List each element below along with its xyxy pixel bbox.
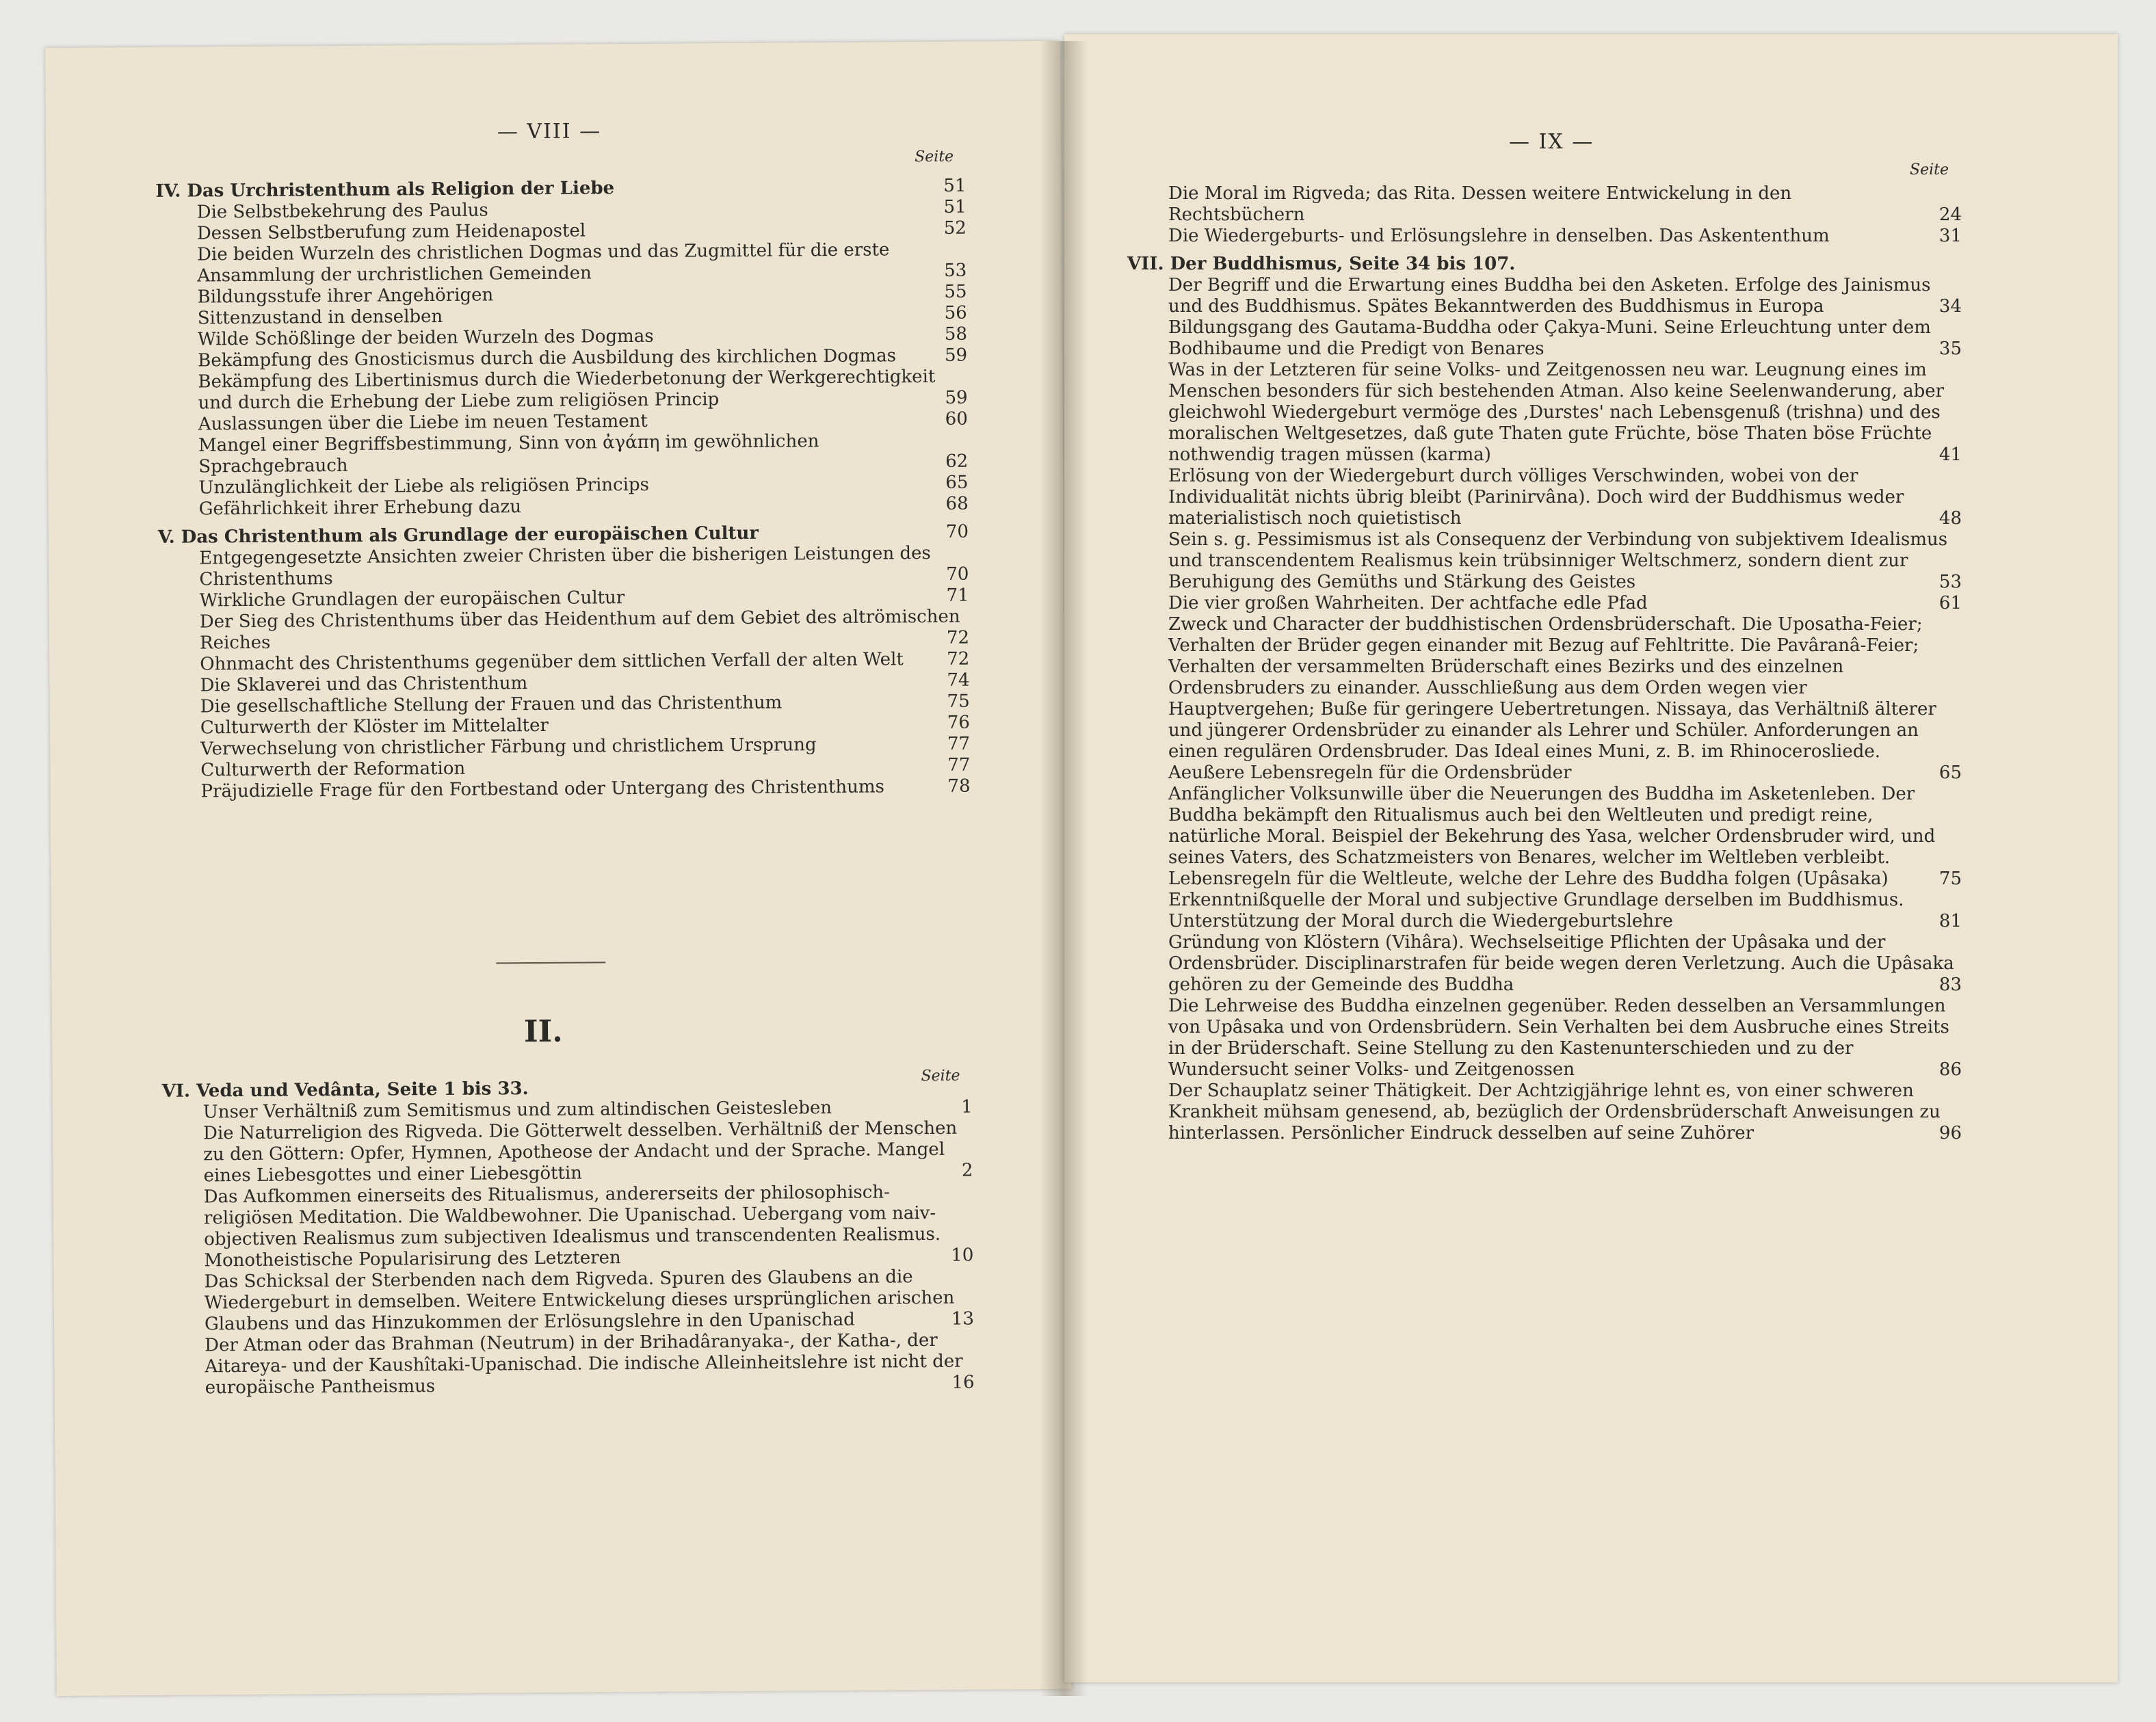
toc-entry-text: Das Schicksal der Sterbenden nach dem Rigveda. Spuren des Glaubens an die Wiedergeburt in demselben. Weitere Entwickelung dieses ursprünglichen arischen Glaubens und das Hinzukommen der Erlösungslehre in den Upanischad — [204, 1267, 955, 1335]
toc-entry-text: Sittenzustand in denselben — [197, 306, 443, 329]
toc-page-number: 2 — [961, 1160, 973, 1181]
toc-page-number: 24 — [1938, 204, 1962, 225]
page-number: — VIII — — [497, 119, 602, 144]
toc-page-number: 72 — [946, 627, 970, 648]
toc-page-number: 62 — [945, 451, 969, 472]
toc-entry-text: Zweck und Character der buddhistischen Ordensbrüderschaft. Die Uposatha-Feier; Verhalten der Brüder gegen einander mit Bezug auf Fehltritte. Die Pavâranâ-Feier; Verhalten der versammelten Brüderschaft eines Bezirks und des einzelnen Ordensbruders zu einander. Ausschließung aus dem Orden wegen vier Hauptvergehen; Buße für geringere Uebertretungen. Nissaya, das Verhältniß älterer und jüngerer Ordensbrüder zu einander als Lehrer und Schüler. Anforderungen an einen regulären Ordensbruder. Das Ideal eines Muni, z. B. im Rhinocerosliede. Aeußere Lebensregeln für die Ordensbrüder — [1168, 614, 1936, 783]
toc-entry-text: Wirkliche Grundlagen der europäischen Cultur — [199, 587, 625, 611]
toc-list — [1127, 183, 1962, 1144]
toc-page-number: 59 — [945, 387, 968, 408]
toc-page-number: 31 — [1938, 226, 1962, 246]
toc-entry-text: Die Wiedergeburts- und Erlösungslehre in denselben. Das Askententhum — [1168, 226, 1830, 246]
toc-entry-text: Präjudizielle Frage für den Fortbestand oder Untergang des Christenthums — [200, 776, 885, 802]
seite-label: Seite — [1910, 161, 1949, 178]
toc-entry-text: Die gesellschaftliche Stellung der Frauen und das Christenthum — [200, 692, 783, 717]
toc-entry-text: Der Atman oder das Brahman (Neutrum) in der Brihadâranyaka-, der Katha-, der Aitareya- und der Kaushîtaki-Upanischad. Die indische Alleinheitslehre ist nicht der europäische Pantheismus — [205, 1329, 963, 1399]
toc-entry — [1168, 593, 1962, 614]
seite-label: Seite — [915, 148, 954, 166]
toc-entry-text: Auslassungen über die Liebe im neuen Testament — [198, 410, 648, 435]
toc-entry-text: Anfänglicher Volksunwille über die Neuerungen des Buddha im Asketenleben. Der Buddha bekämpft den Ritualismus auch bei den Weltleuten und predigt reine, natürliche Moral. Beispiel der Bekehrung des Yasa, welcher Ordensbruder wird, und seines Vaters, des Schatzmeisters von Benares, welcher im Weltleben verbleibt. Lebensregeln für die Weltleute, welche der Lehre des Buddha folgen (Upâsaka) — [1168, 784, 1936, 889]
toc-entry-text: Der Sieg des Christenthums über das Heidenthum auf dem Gebiet des altrömischen Reiches — [199, 606, 960, 654]
toc-entry-text: Die Sklaverei und das Christenthum — [200, 673, 528, 696]
toc-entry-text: IV. Das Urchristenthum als Religion der Liebe — [155, 178, 615, 202]
toc-entry-text: Culturwerth der Reformation — [200, 758, 466, 781]
toc-entry — [1168, 784, 1962, 890]
toc-page-number: 65 — [945, 472, 969, 493]
toc-page-number: 10 — [951, 1245, 974, 1266]
toc-entry-text: Bekämpfung des Libertinismus durch die Wiederbetonung der Werkgerechtigkeit und durch die Erhebung der Liebe zum religiösen Princip — [198, 366, 936, 414]
toc-entry-text: V. Das Christenthum als Grundlage der europäischen Cultur — [157, 522, 759, 548]
toc-page-number: 53 — [1938, 572, 1962, 592]
toc-entry — [205, 1329, 975, 1399]
toc-entry-text: Ohnmacht des Christenthums gegenüber dem sittlichen Verfall der alten Welt — [200, 649, 904, 675]
toc-entry-text: Dessen Selbstberufung zum Heidenapostel — [196, 220, 586, 244]
toc-entry-text: Die Lehrweise des Buddha einzelnen gegenüber. Reden desselben an Versammlungen von Upâsaka und von Ordensbrüdern. Sein Verhalten bei dem Ausbruche eines Streits in der Brüderschaft. Seine Stellung zu den Kastenunterschieden und zu der Wundersucht seiner Volks- und Zeitgenossen — [1168, 996, 1949, 1080]
seite-label: Seite — [921, 1067, 960, 1085]
toc-page-number: 58 — [944, 323, 968, 345]
toc-page-number: 86 — [1938, 1059, 1962, 1080]
toc-page-number: 77 — [947, 733, 971, 754]
toc-page-number: 56 — [944, 302, 967, 323]
toc-entry-text: VI. Veda und Vedânta, Seite 1 bis 33. — [161, 1078, 529, 1102]
toc-entry-text: Gründung von Klöstern (Vihâra). Wechselseitige Pflichten der Upâsaka und der Ordensbrüder. Disciplinarstrafen für beide wegen deren Verletzung. Auch die Upâsaka gehören zu der Gemeinde des Buddha — [1168, 932, 1954, 995]
toc-entry-text: Was in der Letzteren für seine Volks- und Zeitgenossen neu war. Leugnung eines im Menschen besonders für sich bestehenden Atman. Also keine Seelenwanderung, aber gleichwohl Wiedergeburt vermöge des ‚Durstes' nach Lebensgenuß (trishna) und des moralischen Weltgesetzes, daß gute Thaten gute Früchte, böse Thaten böse Früchte nothwendig tragen müssen (karma) — [1168, 360, 1945, 465]
toc-entry-text: Sein s. g. Pessimismus ist als Consequenz der Verbindung von subjektivem Idealismus und transcendentem Realismus kein trübsinniger Weltschmerz, sondern dient zur Beruhigung des Gemüths und Stärkung des Geistes — [1168, 529, 1948, 592]
toc-page-number: 72 — [947, 648, 970, 670]
toc-entry — [1168, 614, 1962, 784]
divider-line — [496, 962, 605, 964]
toc-entry-text: Wilde Schößlinge der beiden Wurzeln des Dogmas — [197, 326, 654, 350]
book-gutter — [1040, 41, 1088, 1696]
toc-page-number: 81 — [1938, 911, 1962, 931]
toc-page-number: 75 — [947, 691, 970, 712]
toc-page-number: 70 — [945, 521, 969, 542]
toc-page-number: 77 — [947, 754, 971, 776]
toc-entry-text: Erkenntnißquelle der Moral und subjective Grundlage derselben im Buddhismus. Unterstützung der Moral durch die Wiedergeburtslehre — [1168, 890, 1904, 931]
toc-entry — [202, 1117, 973, 1187]
toc-entry-text: Der Schauplatz seiner Thätigkeit. Der Achtzigjährige lehnt es, von einer schweren Krankheit mühsam genesend, ab, bezüglich der Ordensbrüderschaft Anweisungen zu hinterlassen. Persönlicher Eindruck desselben auf seine Zuhörer — [1168, 1081, 1941, 1143]
toc-entry — [1168, 226, 1962, 247]
toc-entry-text: Die Naturreligion des Rigveda. Die Götterwelt desselben. Verhältniß der Menschen zu den Göttern: Opfer, Hymnen, Apotheose der Andacht und der Sprache. Mangel eines Liebesgottes und einer Liebesgöttin — [202, 1117, 958, 1187]
toc-entry-text: Culturwerth der Klöster im Mittelalter — [200, 715, 549, 739]
part-title: II. — [523, 1014, 563, 1050]
toc-page-number: 60 — [945, 408, 968, 429]
toc-entry-text: Die beiden Wurzeln des christlichen Dogmas und das Zugmittel für die erste Ansammlung der urchristlichen Gemeinden — [197, 239, 890, 287]
toc-entry — [203, 1182, 974, 1272]
toc-entry-text: VII. Der Buddhismus, Seite 34 bis 107. — [1127, 254, 1516, 274]
toc-page-number: 96 — [1938, 1123, 1962, 1143]
toc-list — [155, 169, 971, 803]
toc-entry-text: Bildungsstufe ihrer Angehörigen — [197, 284, 494, 308]
toc-entry — [199, 606, 970, 654]
toc-entry-text: Die Selbstbekehrung des Paulus — [196, 200, 488, 223]
toc-entry-text: Unzulänglichkeit der Liebe als religiösen Princips — [198, 474, 650, 499]
toc-entry — [1168, 466, 1962, 529]
toc-entry-text: Verwechselung von christlicher Färbung und christlichem Ursprung — [200, 734, 817, 760]
toc-entry — [1168, 529, 1962, 593]
toc-page-number: 52 — [943, 217, 967, 239]
toc-entry-text: Die vier großen Wahrheiten. Der achtfache edle Pfad — [1168, 593, 1648, 613]
toc-entry — [1168, 360, 1962, 466]
toc-entry — [1168, 996, 1962, 1081]
toc-entry-text: Der Begriff und die Erwartung eines Buddha bei den Asketen. Erfolge des Jainismus und des Buddhismus. Spätes Bekanntwerden des Buddhismus in Europa — [1168, 275, 1931, 317]
page-number: — IX — — [1509, 130, 1594, 154]
toc-page-number: 13 — [951, 1308, 975, 1329]
toc-entry — [204, 1267, 975, 1336]
left-page — [45, 41, 1072, 1696]
toc-entry — [1168, 890, 1962, 932]
toc-entry — [198, 366, 968, 414]
toc-page-number: 35 — [1938, 339, 1962, 359]
toc-entry-text: Das Aufkommen einerseits des Ritualismus, andererseits der philosophisch-religiösen Meditation. Die Waldbewohner. Die Upanischad. Uebergang vom naiv-objectiven Realismus zum subjectiven Idealismus und transcendenten Realismus. Monotheistische Popularisirung des Letzteren — [203, 1182, 941, 1271]
toc-entry-text: Erlösung von der Wiedergeburt durch völliges Verschwinden, wobei von der Individualität nichts übrig bleibt (Parinirvâna). Doch wird der Buddhismus weder materialistisch noch quietistisch — [1168, 466, 1904, 529]
toc-page-number: 51 — [943, 175, 967, 196]
toc-page-number: 55 — [944, 281, 967, 302]
toc-entry — [1168, 275, 1962, 317]
toc-entry — [1168, 317, 1962, 360]
toc-page-number: 53 — [944, 260, 967, 281]
toc-page-number: 65 — [1938, 763, 1962, 783]
toc-page-number: 1 — [961, 1096, 973, 1117]
toc-entry-text: Entgegengesetzte Ansichten zweier Christen über die bisherigen Leistungen des Christenthums — [199, 542, 931, 590]
toc-entry-text: Die Moral im Rigveda; das Rita. Dessen weitere Entwickelung in den Rechtsbüchern — [1168, 183, 1792, 225]
toc-page-number: 75 — [1938, 869, 1962, 889]
toc-entry — [1168, 932, 1962, 996]
toc-entry — [197, 239, 967, 287]
toc-entry — [200, 776, 971, 803]
right-page — [1064, 34, 2118, 1682]
toc-entry-text: Bildungsgang des Gautama-Buddha oder Çakya-Muni. Seine Erleuchtung unter dem Bodhibaume und die Predigt von Benares — [1168, 317, 1931, 359]
toc-entry — [198, 493, 969, 520]
toc-entry — [1168, 1081, 1962, 1144]
toc-entry-text: Unser Verhältniß zum Semitismus und zum altindischen Geistesleben — [202, 1098, 832, 1123]
toc-page-number: 71 — [946, 585, 969, 606]
toc-entry-text: Bekämpfung des Gnosticismus durch die Ausbildung des kirchlichen Dogmas — [198, 345, 897, 371]
toc-page-number: 76 — [947, 712, 971, 733]
toc-page-number: 51 — [943, 196, 967, 217]
toc-page-number: 68 — [945, 493, 969, 514]
toc-page-number: 48 — [1938, 508, 1962, 529]
toc-page-number: 70 — [946, 564, 969, 585]
toc-page-number: 59 — [944, 345, 968, 366]
toc-entry — [198, 430, 969, 478]
toc-section-heading — [1127, 254, 1955, 275]
toc-page-number: 34 — [1938, 296, 1962, 317]
toc-page-number: 41 — [1938, 445, 1962, 465]
toc-entry — [199, 542, 969, 591]
toc-page-number: 78 — [947, 776, 971, 797]
toc-page-number: 61 — [1938, 593, 1962, 613]
toc-page-number: 83 — [1938, 975, 1962, 995]
toc-entry-text: Mangel einer Begriffsbestimmung, Sinn von ἀγάπη im gewöhnlichen Sprachgebrauch — [198, 431, 819, 477]
toc-entry-text: Gefährlichkeit ihrer Erhebung dazu — [198, 496, 522, 520]
toc-entry — [1168, 183, 1962, 226]
toc-list — [161, 1069, 975, 1399]
toc-page-number: 74 — [947, 670, 970, 691]
toc-page-number: 16 — [951, 1372, 975, 1393]
